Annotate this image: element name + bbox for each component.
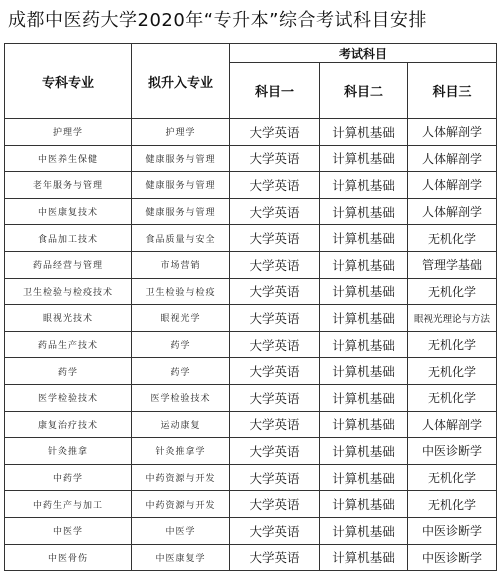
header-major: 专科专业 — [5, 44, 132, 119]
cell-subject-2: 计算机基础 — [320, 172, 408, 199]
cell-subject-3: 中医诊断学 — [408, 544, 497, 571]
cell-target-major: 药学 — [132, 358, 230, 385]
table-row — [5, 331, 497, 358]
cell-subject-3: 无机化学 — [408, 384, 497, 411]
cell-subject-3: 无机化学 — [408, 331, 497, 358]
cell-subject-2: 计算机基础 — [320, 491, 408, 518]
cell-subject-2: 计算机基础 — [320, 251, 408, 278]
cell-subject-1: 大学英语 — [230, 411, 320, 438]
cell-target-major: 药学 — [132, 331, 230, 358]
table-body — [5, 119, 497, 571]
cell-target-major: 中药资源与开发 — [132, 464, 230, 491]
cell-target-major: 健康服务与管理 — [132, 145, 230, 172]
cell-subject-1: 大学英语 — [230, 384, 320, 411]
cell-subject-3: 无机化学 — [408, 225, 497, 252]
cell-subject-1: 大学英语 — [230, 251, 320, 278]
cell-target-major: 针灸推拿学 — [132, 438, 230, 465]
table-row — [5, 517, 497, 544]
cell-subject-1: 大学英语 — [230, 278, 320, 305]
cell-major: 药学 — [5, 358, 132, 385]
cell-subject-1: 大学英语 — [230, 305, 320, 332]
table-row — [5, 119, 497, 146]
cell-subject-1: 大学英语 — [230, 491, 320, 518]
cell-subject-2: 计算机基础 — [320, 119, 408, 146]
cell-major: 食品加工技术 — [5, 225, 132, 252]
cell-subject-1: 大学英语 — [230, 172, 320, 199]
cell-target-major: 运动康复 — [132, 411, 230, 438]
cell-subject-3: 无机化学 — [408, 358, 497, 385]
cell-target-major: 眼视光学 — [132, 305, 230, 332]
cell-subject-3: 人体解剖学 — [408, 198, 497, 225]
cell-subject-1: 大学英语 — [230, 119, 320, 146]
cell-target-major: 中药资源与开发 — [132, 491, 230, 518]
table-row — [5, 172, 497, 199]
header-exam-subjects: 考试科目 — [230, 44, 497, 63]
cell-subject-3: 人体解剖学 — [408, 411, 497, 438]
cell-subject-2: 计算机基础 — [320, 198, 408, 225]
cell-subject-2: 计算机基础 — [320, 278, 408, 305]
cell-subject-1: 大学英语 — [230, 517, 320, 544]
cell-subject-1: 大学英语 — [230, 358, 320, 385]
cell-subject-3: 人体解剖学 — [408, 172, 497, 199]
cell-major: 中医学 — [5, 517, 132, 544]
cell-subject-3: 无机化学 — [408, 491, 497, 518]
header-subject-1: 科目一 — [230, 63, 320, 119]
cell-subject-1: 大学英语 — [230, 145, 320, 172]
cell-major: 护理学 — [5, 119, 132, 146]
header-target-major: 拟升入专业 — [132, 44, 230, 119]
cell-major: 医学检验技术 — [5, 384, 132, 411]
cell-target-major: 中医康复学 — [132, 544, 230, 571]
cell-major: 中医养生保健 — [5, 145, 132, 172]
cell-subject-2: 计算机基础 — [320, 384, 408, 411]
table-row — [5, 251, 497, 278]
header-subject-2: 科目二 — [320, 63, 408, 119]
cell-target-major: 中医学 — [132, 517, 230, 544]
cell-major: 药品经营与管理 — [5, 251, 132, 278]
cell-subject-2: 计算机基础 — [320, 358, 408, 385]
cell-target-major: 市场营销 — [132, 251, 230, 278]
cell-target-major: 卫生检验与检疫 — [132, 278, 230, 305]
cell-target-major: 健康服务与管理 — [132, 198, 230, 225]
table-row — [5, 491, 497, 518]
cell-major: 卫生检验与检疫技术 — [5, 278, 132, 305]
cell-subject-2: 计算机基础 — [320, 517, 408, 544]
exam-subject-table — [4, 43, 497, 571]
table-row — [5, 544, 497, 571]
cell-target-major: 医学检验技术 — [132, 384, 230, 411]
cell-subject-3: 中医诊断学 — [408, 517, 497, 544]
table-row — [5, 278, 497, 305]
table-row — [5, 411, 497, 438]
cell-subject-2: 计算机基础 — [320, 145, 408, 172]
cell-target-major: 健康服务与管理 — [132, 172, 230, 199]
cell-subject-1: 大学英语 — [230, 198, 320, 225]
cell-subject-3: 无机化学 — [408, 278, 497, 305]
cell-subject-3: 中医诊断学 — [408, 438, 497, 465]
table-row — [5, 464, 497, 491]
table-row — [5, 145, 497, 172]
cell-major: 眼视光技术 — [5, 305, 132, 332]
table-row — [5, 305, 497, 332]
cell-major: 中药学 — [5, 464, 132, 491]
cell-major: 康复治疗技术 — [5, 411, 132, 438]
cell-subject-1: 大学英语 — [230, 438, 320, 465]
cell-subject-3: 无机化学 — [408, 464, 497, 491]
cell-subject-3: 管理学基础 — [408, 251, 497, 278]
table-row — [5, 438, 497, 465]
cell-subject-1: 大学英语 — [230, 464, 320, 491]
cell-subject-3: 人体解剖学 — [408, 145, 497, 172]
cell-subject-2: 计算机基础 — [320, 438, 408, 465]
cell-subject-3: 人体解剖学 — [408, 119, 497, 146]
cell-subject-2: 计算机基础 — [320, 464, 408, 491]
cell-major: 药品生产技术 — [5, 331, 132, 358]
table-row — [5, 198, 497, 225]
table-row — [5, 358, 497, 385]
table-row — [5, 225, 497, 252]
cell-major: 针灸推拿 — [5, 438, 132, 465]
cell-major: 中药生产与加工 — [5, 491, 132, 518]
cell-subject-1: 大学英语 — [230, 544, 320, 571]
cell-subject-2: 计算机基础 — [320, 411, 408, 438]
page-title: 成都中医药大学2020年“专升本”综合考试科目安排 — [8, 10, 427, 31]
cell-subject-1: 大学英语 — [230, 331, 320, 358]
cell-subject-3: 眼视光理论与方法 — [408, 305, 497, 332]
table-row — [5, 384, 497, 411]
cell-target-major: 食品质量与安全 — [132, 225, 230, 252]
cell-subject-2: 计算机基础 — [320, 225, 408, 252]
cell-subject-2: 计算机基础 — [320, 544, 408, 571]
cell-major: 中医康复技术 — [5, 198, 132, 225]
cell-major: 老年服务与管理 — [5, 172, 132, 199]
cell-subject-2: 计算机基础 — [320, 331, 408, 358]
cell-subject-2: 计算机基础 — [320, 305, 408, 332]
cell-subject-1: 大学英语 — [230, 225, 320, 252]
header-subject-3: 科目三 — [408, 63, 497, 119]
cell-target-major: 护理学 — [132, 119, 230, 146]
cell-major: 中医骨伤 — [5, 544, 132, 571]
